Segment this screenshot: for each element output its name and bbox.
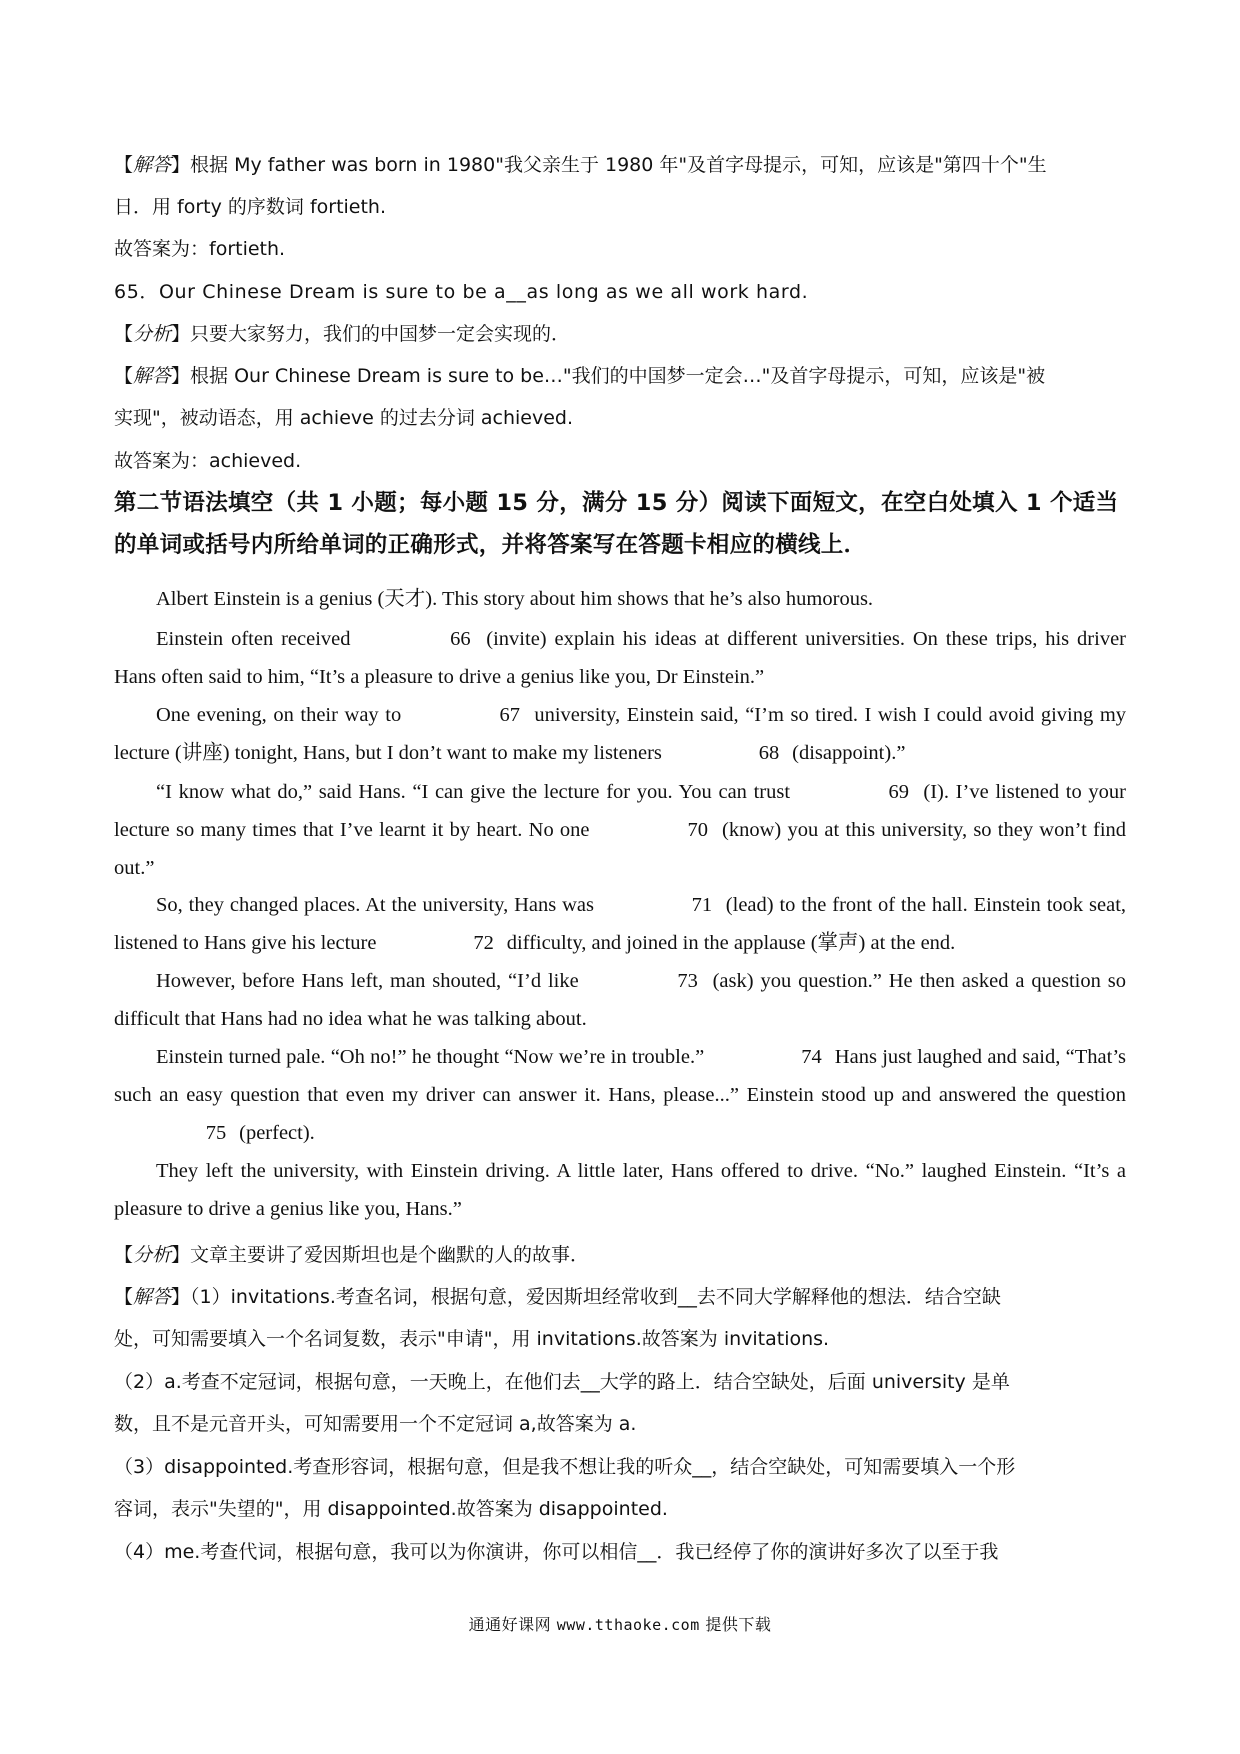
- blank-68: 68: [758, 742, 780, 764]
- solution-item-1-line-2: 处，可知需要填入一个名词复数，表示"申请"，用 invitations.故答案为 invitations.: [114, 1328, 830, 1350]
- passage-paragraph-7: Einstein turned pale. “Oh no!” he thought “Now we’re in trouble.” 74 Hans just laughed and said, “That’s such an easy question that even my driver can answer it. Hans, please...” Einstein stood up and answered the question 75 (perfect).: [114, 1038, 1126, 1152]
- solution-analysis: 【分析】文章主要讲了爱因斯坦也是个幽默的人的故事．: [114, 1244, 590, 1266]
- blank-66: 66: [450, 628, 471, 650]
- answer-tag: 【解答】: [114, 1286, 191, 1308]
- prev-answer-line-2: 日．用 forty 的序数词 fortieth.: [114, 196, 387, 218]
- answer-tag: 【解答】: [114, 365, 191, 387]
- blank-67: 67: [499, 704, 521, 726]
- blank-75: 75: [205, 1122, 227, 1144]
- solution-item-3-line-2: 容词，表示"失望的"，用 disappointed.故答案为 disappointed.: [114, 1498, 668, 1520]
- blank-72: 72: [473, 932, 494, 954]
- passage-paragraph-8: They left the university, with Einstein driving. A little later, Hans offered to drive. “No.” laughed Einstein. “It’s a pleasure to drive a genius like you, Hans.”: [114, 1160, 1126, 1220]
- passage-paragraph-4: “I know what do,” said Hans. “I can give the lecture for you. You can trust 69 (I). I’ve listened to your lecture so many times that I’ve learnt it by heart. No one 70 (know) you at this university, so they won’t find out.”: [114, 773, 1126, 887]
- section-heading: 第二节语法填空（共 1 小题；每小题 15 分，满分 15 分）阅读下面短文，在空白处填入 1 个适当的单词或括号内所给单词的正确形式，并将答案写在答题卡相应的横线上．: [114, 490, 1119, 558]
- blank-70: 70: [687, 819, 709, 841]
- solution-item-2-line-2: 数，且不是元音开头，可知需要用一个不定冠词 a,故答案为 a.: [114, 1413, 637, 1435]
- footer-url[interactable]: www.tthaoke.com: [556, 1616, 700, 1634]
- solution-item-1-line-1: 【解答】（1）invitations.考查名词，根据句意，爱因斯坦经常收到__去不同大学解释他的想法．结合空缺: [114, 1286, 1001, 1308]
- question-65-final: 故答案为：achieved.: [114, 450, 302, 472]
- blank-69: 69: [888, 781, 909, 803]
- passage-paragraph-5: So, they changed places. At the university, Hans was 71 (lead) to the front of the hall. Einstein took seat, listened to Hans give his lecture 72 difficulty, and joined in the applause (掌声) at the end.: [114, 886, 1126, 962]
- question-65-analysis: 【分析】只要大家努力，我们的中国梦一定会实现的．: [114, 323, 571, 345]
- question-65-answer-line-1: 【解答】根据 Our Chinese Dream is sure to be…"我们的中国梦一定会…"及首字母提示，可知，应该是"被: [114, 365, 1046, 387]
- question-65-stem: 65．Our Chinese Dream is sure to be a__as long as we all work hard.: [114, 281, 809, 303]
- footer-site-name: 通通好课网: [468, 1615, 552, 1634]
- blank-74: 74: [801, 1046, 822, 1068]
- solution-item-4-line-1: （4）me.考查代词，根据句意，我可以为你演讲，你可以相信__．我已经停了你的演讲好多次了以至于我: [114, 1541, 999, 1563]
- page-footer: [0, 1612, 1240, 1635]
- solution-item-3-line-1: （3）disappointed.考查形容词，根据句意，但是我不想让我的听众__，结合空缺处，可知需要填入一个形: [114, 1456, 1016, 1478]
- question-65-answer-line-2: 实现"，被动语态，用 achieve 的过去分词 achieved.: [114, 407, 574, 429]
- footer-suffix: 提供下载: [705, 1615, 772, 1634]
- passage-paragraph-1: Albert Einstein is a genius (天才). This story about him shows that he’s also humorous.: [156, 588, 874, 610]
- analysis-tag: 【分析】: [114, 323, 191, 345]
- blank-73: 73: [677, 970, 698, 992]
- answer-tag: 【解答】: [114, 154, 191, 176]
- prev-answer-line-1: 【解答】根据 My father was born in 1980"我父亲生于 1980 年"及首字母提示，可知，应该是"第四十个"生: [114, 154, 1047, 176]
- passage-paragraph-3: One evening, on their way to 67 university, Einstein said, “I’m so tired. I wish I could avoid giving my lecture (讲座) tonight, Hans, but I don’t want to make my listeners 68 (disappoint).”: [114, 696, 1126, 772]
- passage-paragraph-6: However, before Hans left, man shouted, “I’d like 73 (ask) you question.” He then asked a question so difficult that Hans had no idea what he was talking about.: [114, 962, 1126, 1038]
- prev-answer-final: 故答案为：fortieth.: [114, 238, 286, 260]
- analysis-tag: 【分析】: [114, 1244, 191, 1266]
- blank-71: 71: [691, 894, 713, 916]
- solution-item-2-line-1: （2）a.考查不定冠词，根据句意，一天晚上，在他们去__大学的路上．结合空缺处，后面 university 是单: [114, 1371, 1010, 1393]
- passage-paragraph-2: Einstein often received 66 (invite) explain his ideas at different universities. On these trips, his driver Hans often said to him, “It’s a pleasure to drive a genius like you, Dr Einstein.”: [114, 620, 1126, 696]
